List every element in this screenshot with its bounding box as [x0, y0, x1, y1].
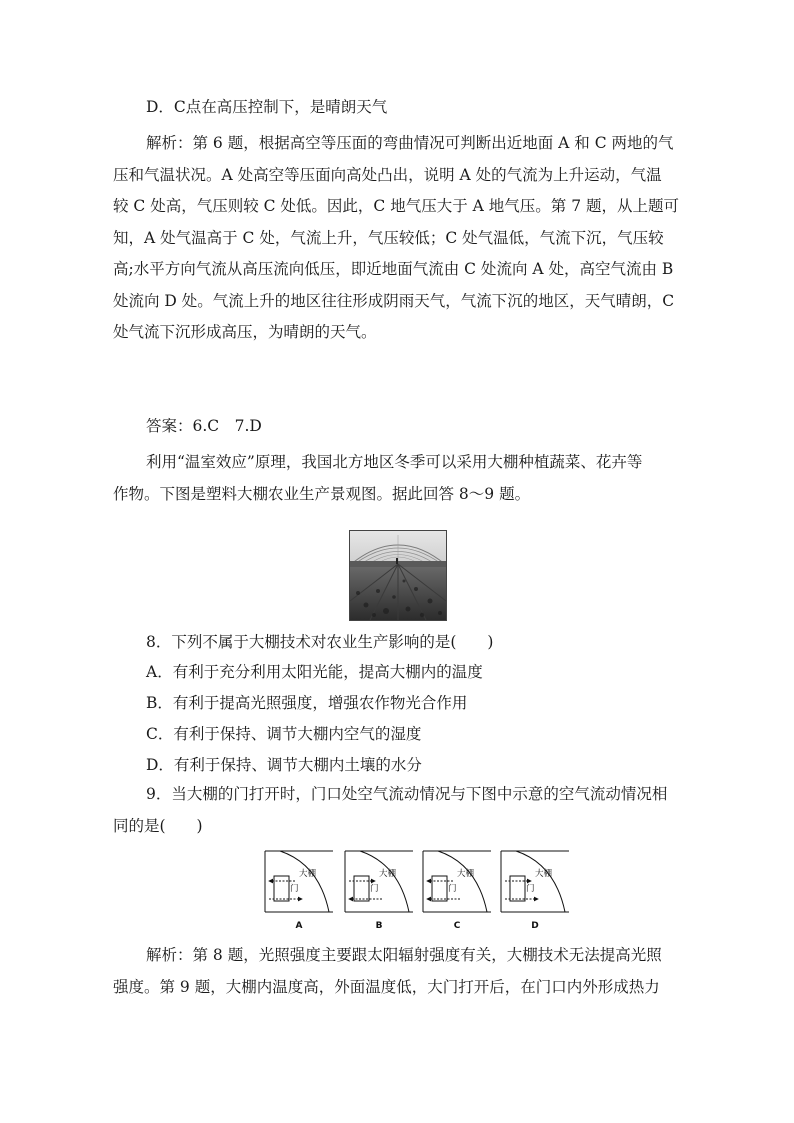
- door-label: 门: [290, 884, 299, 894]
- greenhouse-label: 大棚: [535, 869, 553, 879]
- question-8-option-c: C．有利于保持、调节大棚内空气的湿度: [146, 725, 422, 743]
- analysis-8-9: [113, 940, 681, 1003]
- question-9-line: 9．当大棚的门打开时，门口处空气流动情况与下图中示意的空气流动情况相: [146, 785, 668, 803]
- diagram-a: [265, 851, 333, 931]
- diagram-b-label: B: [375, 921, 383, 931]
- greenhouse-label: 大棚: [299, 869, 317, 879]
- door-label: 门: [526, 884, 535, 894]
- question-8-option-a: A．有利于充分利用太阳光能，提高大棚内的温度: [146, 663, 483, 681]
- greenhouse-photo: [349, 530, 447, 621]
- analysis-line: 知，A 处气温高于 C 处，气流上升，气压较低；C 处气温低，气流下沉，气压较: [113, 228, 664, 247]
- diagram-a-label: A: [295, 921, 303, 931]
- question-intro: [113, 447, 681, 510]
- diagram-c: [423, 851, 491, 931]
- question-9-stem: [113, 779, 681, 842]
- question-8-option-d: D．有利于保持、调节大棚内土壤的水分: [146, 756, 422, 774]
- analysis-line: 处流向 D 处。气流上升的地区往往形成阴雨天气，气流下沉的地区，天气晴朗，C: [113, 291, 675, 310]
- question-9-line: 同的是( ): [113, 816, 203, 835]
- answer-line: 答案：6.C 7.D: [146, 417, 262, 435]
- analysis-line: 解析：第 6 题，根据高空等压面的弯曲情况可判断出近地面 A 和 C 两地的气: [146, 134, 674, 152]
- door-label: 门: [370, 884, 379, 894]
- question-8-stem: 8．下列不属于大棚技术对农业生产影响的是( ): [146, 633, 494, 651]
- diagram-b: [345, 851, 413, 931]
- analysis-line: 较 C 处高，气压则较 C 处低。因此，C 地气压大于 A 地气压。第 7 题，从上题可: [113, 197, 679, 215]
- intro-line: 利用“温室效应”原理，我国北方地区冬季可以采用大棚种植蔬菜、花卉等: [146, 453, 643, 471]
- option-d-previous: D．C点在高压控制下，是晴朗天气: [146, 98, 388, 116]
- airflow-diagrams: [262, 848, 572, 932]
- greenhouse-label: 大棚: [379, 869, 397, 879]
- analysis-6-7: [113, 128, 681, 349]
- door-label: 门: [448, 884, 457, 894]
- analysis-line: 强度。第 9 题，大棚内温度高，外面温度低，大门打开后，在门口内外形成热力: [113, 977, 660, 996]
- intro-line: 作物。下图是塑料大棚农业生产景观图。据此回答 8～9 题。: [113, 484, 531, 503]
- analysis-line: 处气流下沉形成高压，为晴朗的天气。: [113, 323, 377, 341]
- analysis-line: 高;水平方向气流从高压流向低压，即近地面气流由 C 处流向 A 处，高空气流由 B: [113, 260, 674, 278]
- diagram-c-label: C: [453, 921, 461, 931]
- analysis-line: 解析：第 8 题，光照强度主要跟太阳辐射强度有关，大棚技术无法提高光照: [146, 946, 662, 964]
- diagram-d-label: D: [531, 921, 539, 931]
- analysis-line: 压和气温状况。A 处高空等压面向高处凸出，说明 A 处的气流为上升运动，气温: [113, 165, 662, 184]
- diagram-d: [501, 851, 569, 931]
- greenhouse-label: 大棚: [457, 869, 475, 879]
- question-8-option-b: B．有利于提高光照强度，增强农作物光合作用: [146, 694, 468, 712]
